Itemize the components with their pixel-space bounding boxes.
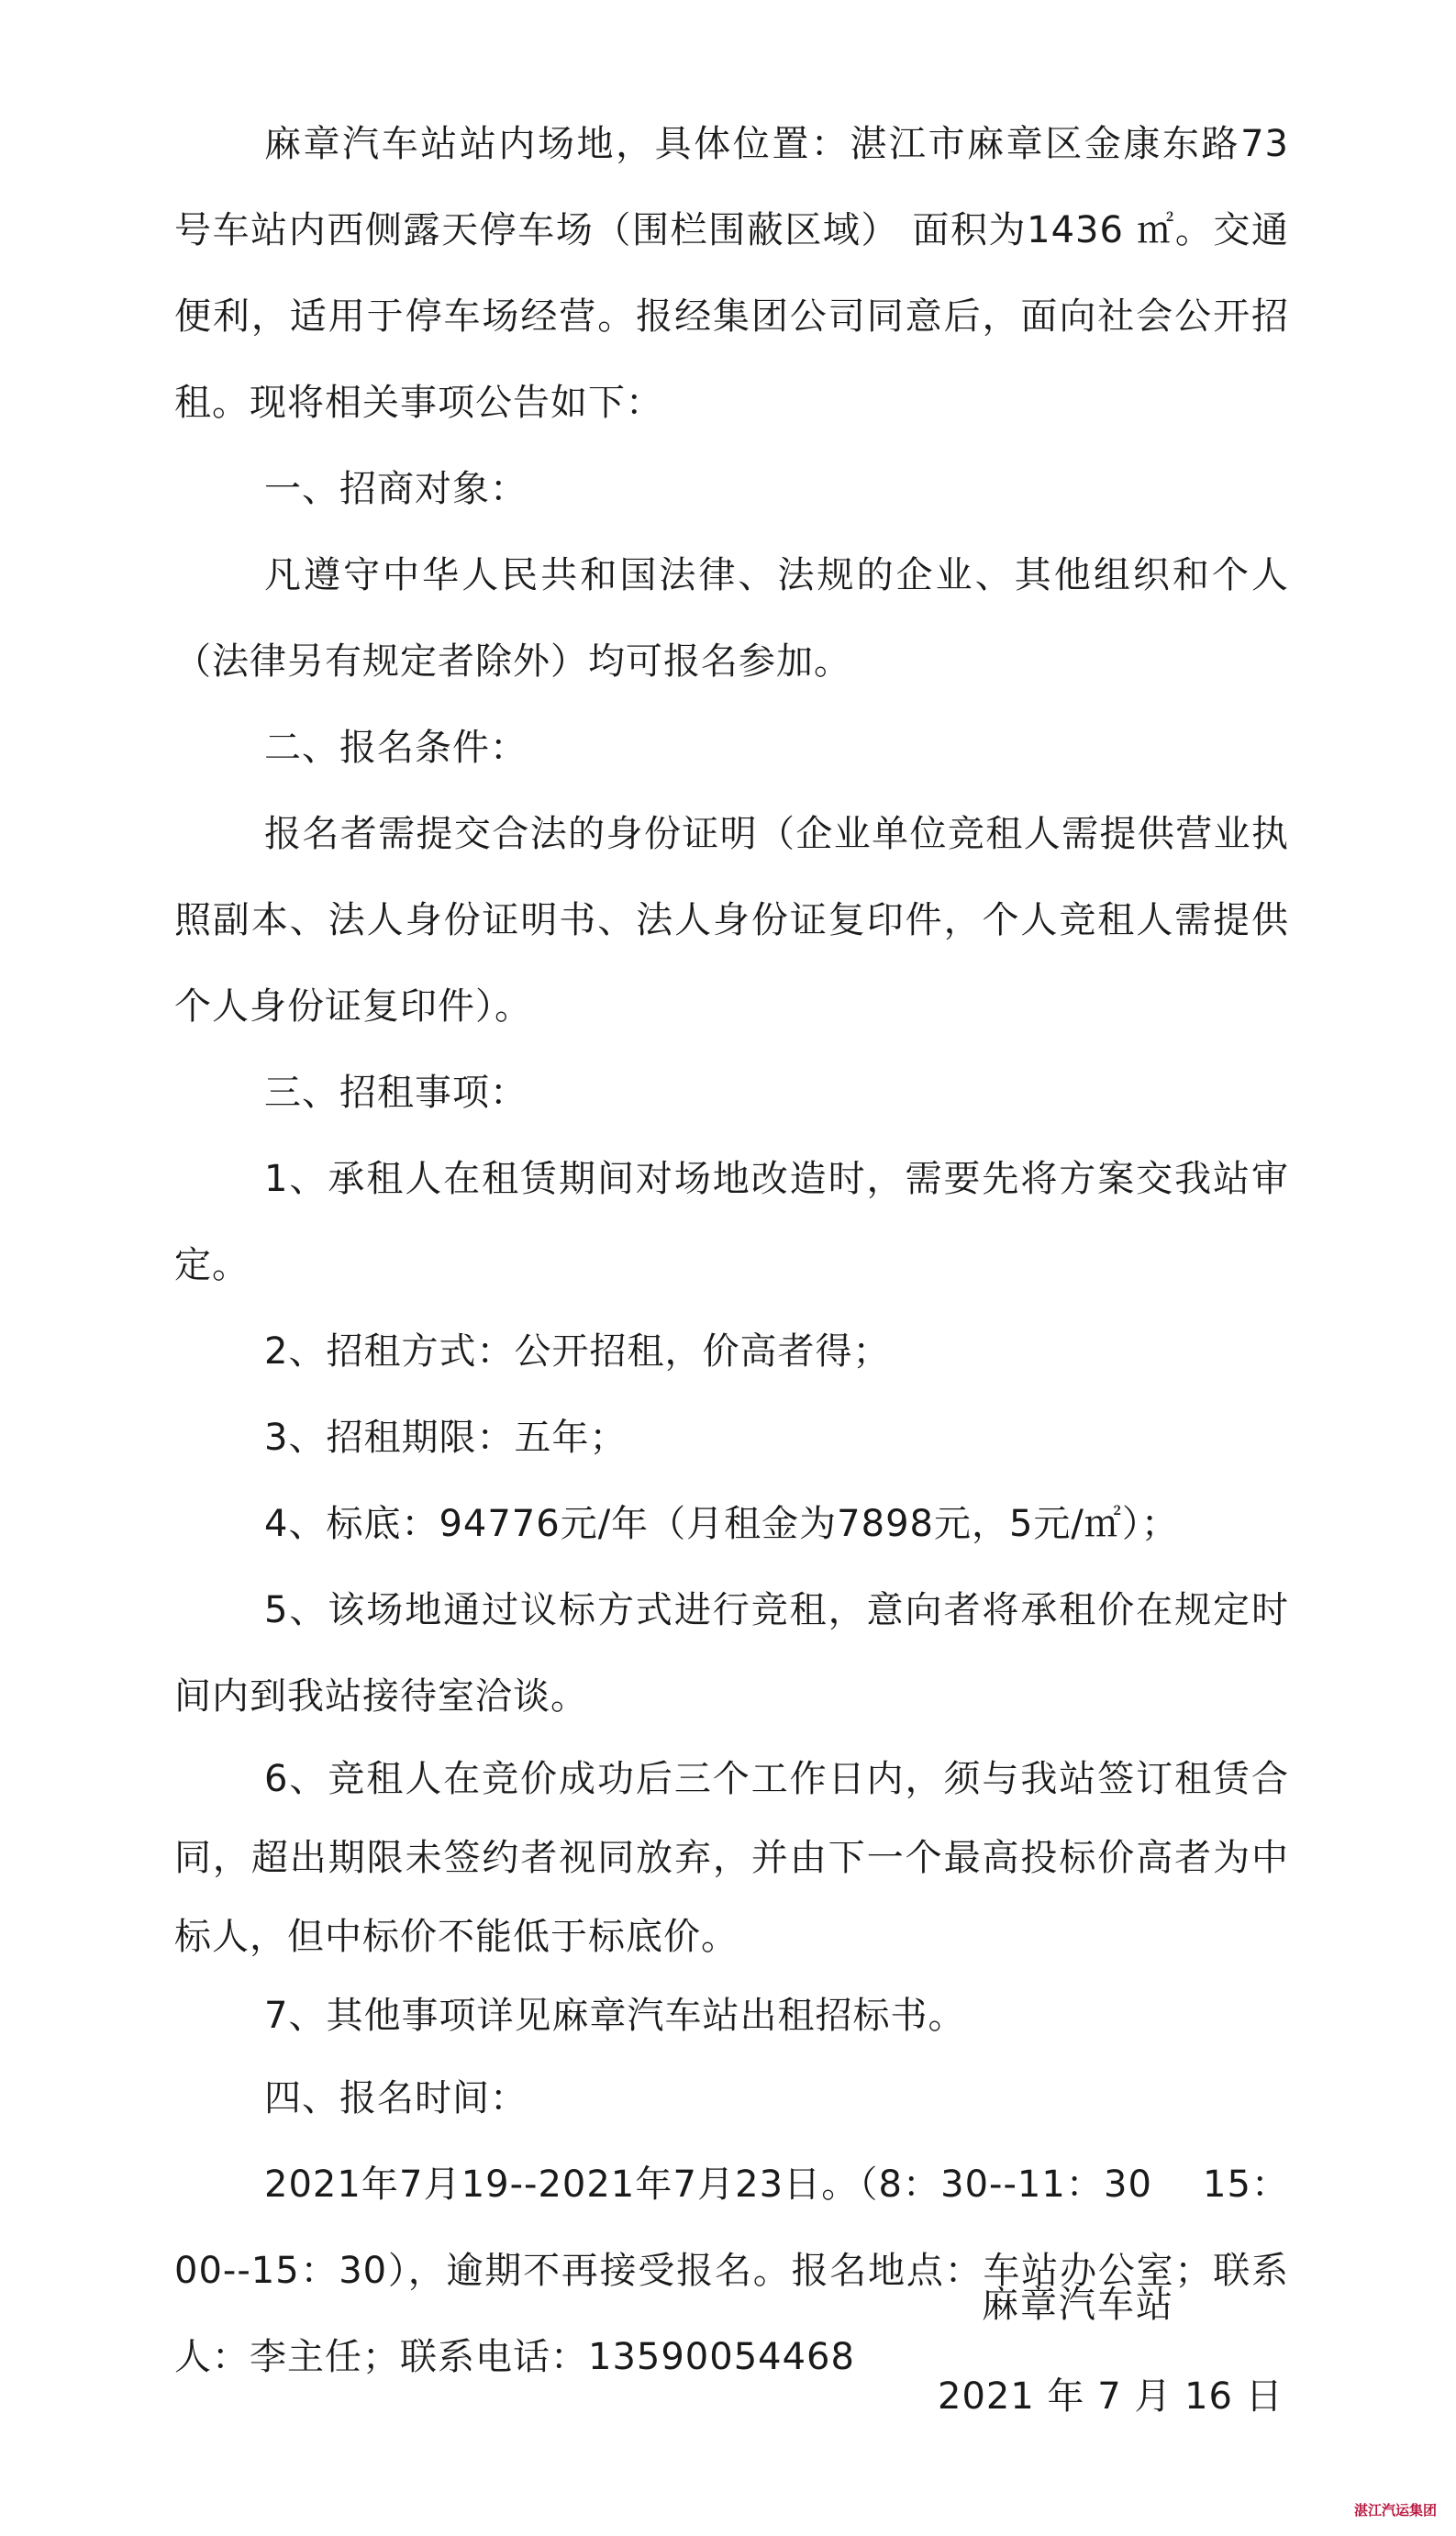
section-heading-terms: 三、招租事项： — [264, 1072, 528, 1114]
target-paragraph: 凡遵守中华人民共和国法律、法规的企业、其他组织和个人（法律另有规定者除外）均可报名参加。 — [174, 554, 1289, 683]
intro-paragraph: 麻章汽车站站内场地，具体位置：湛江市麻章区金康东路73号车站内西侧露天停车场（围栏围蔽区域） 面积为1436 ㎡。交通便利，适用于停车场经营。报经集团公司同意后，面向社会公开招租。现将相关事项公告如下： — [174, 123, 1289, 424]
conditions-paragraph: 报名者需提交合法的身份证明（企业单位竞租人需提供营业执照副本、法人身份证明书、法人身份证复印件，个人竞租人需提供个人身份证复印件）。 — [174, 813, 1289, 1028]
term-item-7: 7、其他事项详见麻章汽车站出租招标书。 — [264, 1995, 966, 2037]
term-item-2: 2、招租方式：公开招租，价高者得； — [264, 1330, 891, 1373]
signature-organization: 麻章汽车站 — [982, 2284, 1174, 2326]
section-heading-registration: 四、报名时间： — [264, 2077, 528, 2119]
registration-paragraph: 2021年7月19--2021年7月23日。（8：30--11：30 15：00--15：30），逾期不再接受报名。报名地点：车站办公室；联系人：李主任；联系电话：13590054468 — [174, 2163, 1289, 2378]
term-item-4: 4、标底：94776元/年（月租金为7898元，5元/㎡）； — [264, 1503, 1179, 1545]
term-item-6: 6、竞租人在竞价成功后三个工作日内，须与我站签订租赁合同，超出期限未签约者视同放弃，并由下一个最高投标价高者为中标人，但中标价不能低于标底价。 — [174, 1758, 1289, 1958]
term-item-3: 3、招租期限：五年； — [264, 1417, 628, 1459]
notice-body — [174, 101, 1289, 2400]
watermark-stamp: 湛江汽运集团 — [1354, 2502, 1438, 2519]
section-heading-conditions: 二、报名条件： — [264, 727, 528, 769]
term-item-1: 1、承租人在租赁期间对场地改造时，需要先将方案交我站审定。 — [174, 1158, 1289, 1286]
term-item-5: 5、该场地通过议标方式进行竞租，意向者将承租价在规定时间内到我站接待室洽谈。 — [174, 1589, 1289, 1718]
signature-date: 2021 年 7 月 16 日 — [938, 2375, 1284, 2418]
section-heading-target: 一、招商对象： — [264, 468, 528, 510]
